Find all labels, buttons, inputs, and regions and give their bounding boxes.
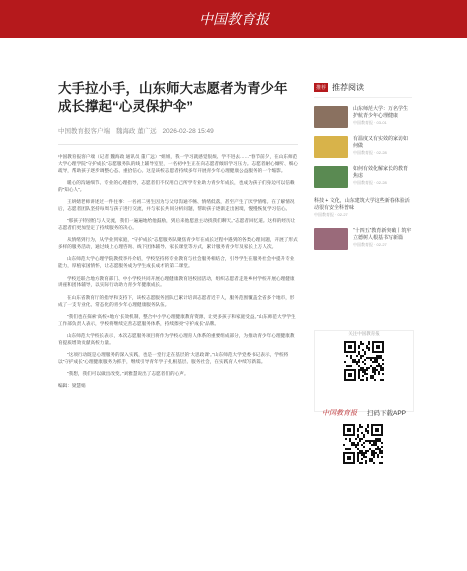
article-paragraph: “这项行动既是心理服务的深入实践，也是一堂行走在基层的‘大思政课’。”山东师范大学党委书记表示，学校将以“守护成长”心理健康服务为抓手，继续引导青年学子扎根基层、服务社会，在实践育人中续写新篇。 [58, 352, 289, 364]
recommend-meta: 中国教育报 · 02-27 [353, 242, 387, 247]
article [58, 80, 298, 389]
recommend-title[interactable]: 山东师范大学：万名学生护航青少年心理健康 [353, 106, 409, 119]
article-paragraph: 暖心的沟通细节、专业的心理指导，志愿者们不仅用自己所学专业助力青少年成长，也成为孩子们身边可以信赖的“知心人”。 [58, 180, 295, 192]
sidebar [314, 80, 412, 250]
divider [58, 144, 298, 145]
recommend-meta: 中国教育报 · 02-27 [314, 212, 348, 217]
recommend-title[interactable]: 如何有效化解家长的教育焦虑 [353, 166, 409, 179]
recommend-item[interactable] [314, 228, 412, 250]
sidebar-title: 推荐阅读 [332, 82, 365, 92]
article-paragraph: “我想，我们可以做出改变。”刘雅慧说出了志愿者们的心声。 [67, 371, 189, 377]
article-paragraph: “那孩子特别怕与人交流，我们一遍遍地给他鼓励，到后来他愿意主动找我们聊天。”志愿者回忆道。这样的经历让志愿者们更加坚定了持续服务的决心。 [58, 218, 296, 231]
recommend-meta: 中国教育报 · 03-01 [353, 120, 387, 125]
article-editor: 编辑：梁慧娟 [58, 383, 86, 389]
app-download-box [314, 400, 412, 475]
site-logo[interactable]: 中国教育报 [199, 12, 269, 28]
recommend-meta: 中国教育报 · 02-28 [353, 150, 387, 155]
recommend-thumbnail[interactable] [314, 166, 348, 188]
recommend-title[interactable]: 科技 + 文化，山东建筑大学这些新春体验活动很有安全科普味 [314, 198, 410, 211]
sidebar-header [314, 80, 412, 98]
article-datetime: 2026-02-28 15:49 [162, 128, 214, 135]
recommend-thumbnail[interactable] [314, 228, 348, 250]
article-paragraph: 从情绪到行为，从学业到家庭，“守护成长”志愿服务队聚焦青少年在成长过程中遇到的各类心理问题，开展了形式多样的服务活动，通过线上心理咨询、线下团体辅导、家长课堂等方式，累计服务青少年及家长上万人次。 [58, 237, 298, 250]
recommend-thumbnail[interactable] [314, 136, 348, 158]
article-paragraph: 王妍婧老师讲述过一件往事：一名初二男生因为与父母沟通不畅、情绪低落，甚至产生了厌学情绪。在了解情况后，志愿者团队坚持每周与孩子进行交流，并与家长共同分析问题，帮助孩子逐渐走出困境，慢慢恢复学习信心。 [58, 199, 295, 212]
recommend-thumbnail[interactable] [314, 106, 348, 128]
article-paragraph: “我们也在探索‘高校+地方’长效机制，整合中小学心理健康教育资源，让更多孩子和家庭受益。”山东师范大学学生工作部负责人表示，学校将继续完善志愿服务体系，持续擦亮“守护成长”品牌。 [58, 313, 296, 326]
article-paragraph: 山东师范大学校长表示，本次志愿服务项目将作为学校心理育人体系的重要组成部分，为推动青少年心理健康教育提质增效贡献高校力量。 [58, 332, 295, 345]
article-meta [58, 126, 298, 135]
recommend-list [314, 106, 412, 250]
app-logo: 中国教育报 [322, 409, 357, 417]
article-paragraph: 山东师范大学心理学院教授李丹介绍，学校坚持将专业教育与社会服务相结合，引导学生在服务社会中提升专业能力，厚植家国情怀，让志愿服务成为学生成长成才的第二课堂。 [58, 256, 295, 269]
qr-follow-label: 关注中国教育报 [348, 331, 380, 336]
article-paragraph: 学校还联合地方教育部门、中小学校共同开展心理健康教育进校园活动，组织志愿者走进乡村学校开展心理健康讲座和团体辅导，以实际行动助力青少年健康成长。 [58, 275, 295, 288]
sidebar-badge: 推荐 [316, 84, 327, 91]
recommend-meta: 中国教育报 · 02-28 [353, 180, 387, 185]
recommend-title[interactable]: 有温度又有实效的家访如何做 [353, 136, 409, 149]
app-download-label: 扫码下载APP [367, 410, 407, 417]
recommend-item[interactable] [314, 166, 412, 188]
article-paragraph: 在山东省教育厅的指导和支持下，该校志愿服务团队已累计培训志愿者近千人，服务范围覆盖全省多个地市，形成了一支专业化、常态化的青少年心理健康服务队伍。 [58, 294, 295, 307]
recommend-item[interactable] [314, 136, 412, 158]
qr-code-icon [343, 424, 383, 464]
recommend-item[interactable] [314, 198, 412, 220]
recommend-item[interactable] [314, 106, 412, 128]
article-body [58, 154, 298, 378]
article-paragraph: 中国教育报客户端（记者 魏海政 通讯员 董广远）“姐姐，我一学习就感觉很烦、学不进去……”春节前夕，在山东师范大学心理学院“守护成长”志愿服务队的线上辅导室里，一名初中生正在向志愿者倾诉学习压力。志愿者耐心倾听、细心疏导，帮助孩子逐步调整心态、重拾信心。这是该校志愿者持续多年开展青少年心理健康公益服务的一个缩影。 [58, 154, 298, 173]
qr-code-icon [344, 341, 384, 381]
article-title: 大手拉小手，山东师大志愿者为青少年成长撑起“心灵保护伞” [58, 81, 288, 114]
recommend-title[interactable]: “十四五”教育新突破丨筑牢立德树人根基书写新篇 [353, 228, 412, 241]
site-header [0, 0, 467, 38]
article-authors: 魏海政 董广远 [115, 128, 157, 135]
article-source: 中国教育报客户端 [58, 128, 110, 135]
